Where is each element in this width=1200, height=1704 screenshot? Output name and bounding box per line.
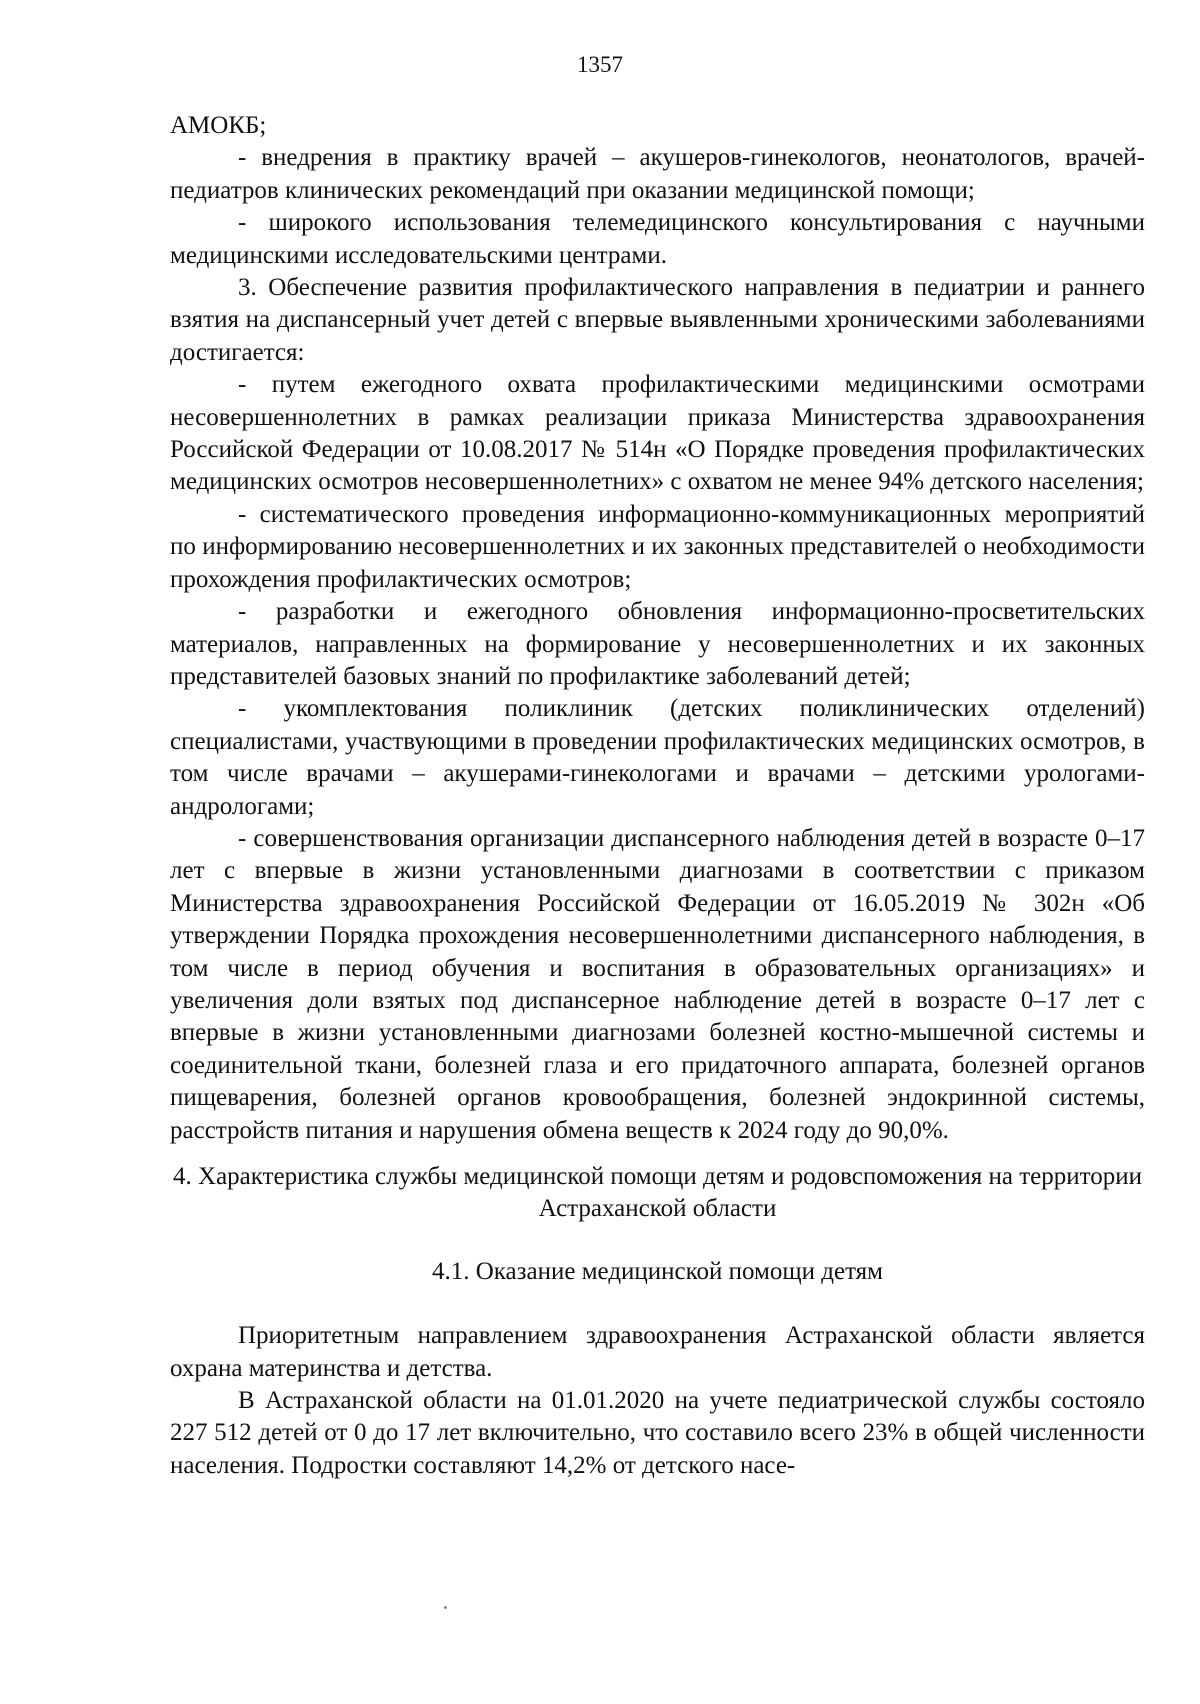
document-body xyxy=(170,110,1145,1482)
scan-speck xyxy=(444,1606,447,1609)
subsection-heading: 4.1. Оказание медицинской помощи детям xyxy=(431,1257,883,1285)
section-heading: 4. Характеристика службы медицинской помощи детям и родовспоможения на территории Астраханской области xyxy=(173,1163,1142,1223)
page-number: 1357 xyxy=(577,52,623,77)
list-item: - разработки и ежегодного обновления информационно-просветительских материалов, направленных на формирование у несовершеннолетних и их законных представителей базовых знаний по профилактике заболеваний детей; xyxy=(170,598,1145,690)
paragraph: 3. Обеспечение развития профилактического направления в педиатрии и раннего взятия на диспансерный учет детей с впервые выявленными хроническими заболеваниями достигается: xyxy=(170,274,1145,366)
list-item: - совершенствования организации диспансерного наблюдения детей в возрасте 0–17 лет с впервые в жизни установленными диагнозами в соответствии с приказом Министерства здравоохранения Российской Федерации от 16.05.2019 № 302н «Об утверждении Порядка прохождения несовершеннолетними диспансерного наблюдения, в том числе в период обучения и воспитания в образовательных организациях» и увеличения доли взятых под диспансерное наблюдение детей в возрасте 0–17 лет с впервые в жизни установленными диагнозами болезней костно-мышечной системы и соединительной ткани, болезней глаза и его придаточного аппарата, болезней органов пищеварения, болезней органов кровообращения, болезней эндокринной системы, расстройств питания и нарушения обмена веществ к 2024 году до 90,0%. xyxy=(170,824,1145,1144)
list-item: - путем ежегодного охвата профилактическими медицинскими осмотрами несовершеннолетних в рамках реализации приказа Министерства здравоохранения Российской Федерации от 10.08.2017 № 514н «О Порядке проведения профилактических медицинских осмотров несовершеннолетних» с охватом не менее 94% детского населения; xyxy=(170,371,1145,496)
list-item: - внедрения в практику врачей – акушеров-гинекологов, неонатологов, врачей-педиатров клинических рекомендаций при оказании медицинской помощи; xyxy=(170,144,1145,204)
list-item: - систематического проведения информационно-коммуникационных мероприятий по информированию несовершеннолетних и их законных представителей о необходимости прохождения профилактических осмотров; xyxy=(170,500,1145,593)
list-item: - укомплектования поликлиник (детских поликлинических отделений) специалистами, участвующими в проведении профилактических медицинских осмотров, в том числе врачами – акушерами-гинекологами и врачами – детскими урологами-андрологами; xyxy=(170,695,1145,820)
list-item: - широкого использования телемедицинского консультирования с научными медицинскими исследовательскими центрами. xyxy=(170,209,1145,269)
paragraph: В Астраханской области на 01.01.2020 на учете педиатрической службы состояло 227 512 детей от 0 до 17 лет включительно, что составило всего 23% в общей численности населения. Подростки составляют 14,2% от детского насе- xyxy=(170,1387,1145,1479)
paragraph: АМОКБ; xyxy=(170,112,267,139)
paragraph: Приоритетным направлением здравоохранения Астраханской области является охрана материнства и детства. xyxy=(170,1322,1145,1382)
